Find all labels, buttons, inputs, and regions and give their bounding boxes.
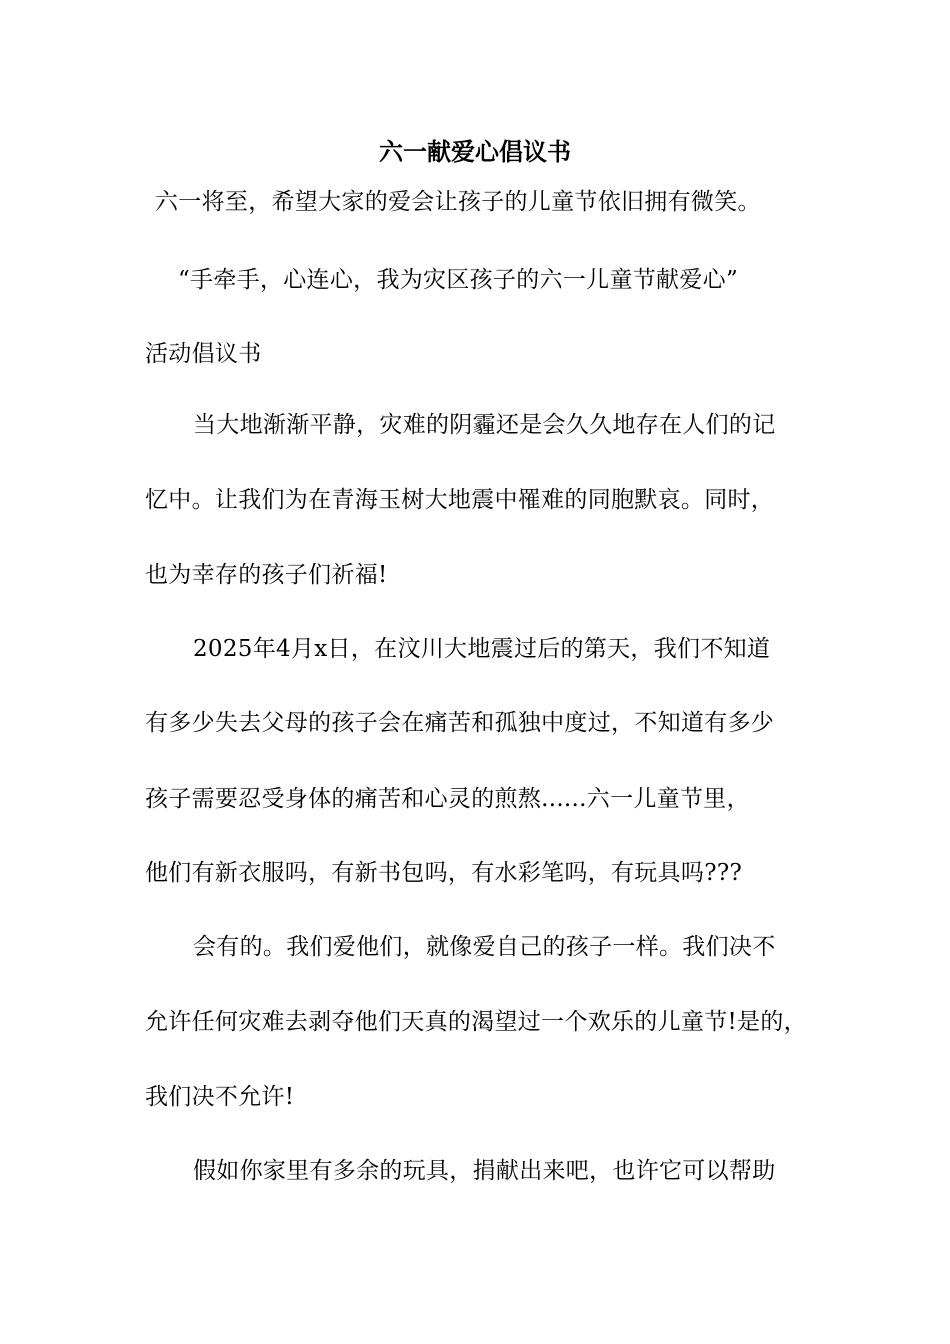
- body-line: 假如你家里有多余的玩具，捐献出来吧，也许它可以帮助: [193, 1158, 776, 1184]
- body-line: 孩子需要忍受身体的痛苦和心灵的煎熬......六一儿童节里，: [145, 786, 750, 812]
- body-line: 我们决不允许!: [145, 1084, 295, 1110]
- body-line: 他们有新衣服吗，有新书包吗，有水彩笔吗，有玩具吗???: [145, 860, 743, 886]
- body-line: 有多少失去父母的孩子会在痛苦和孤独中度过，不知道有多少: [145, 710, 775, 736]
- body-line: 允许任何灾难去剥夺他们天真的渴望过一个欢乐的儿童节!是的，: [145, 1009, 807, 1035]
- subtitle-line: 活动倡议书: [145, 341, 262, 367]
- body-line: 也为幸存的孩子们祈福!: [145, 562, 388, 588]
- body-line: 当大地渐渐平静，灾难的阴霾还是会久久地存在人们的记: [193, 412, 776, 438]
- intro-line: 六一将至，希望大家的爱会让孩子的儿童节依旧拥有微笑。: [155, 189, 761, 215]
- body-line: 2025年4月x日，在汶川大地震过后的第天，我们不知道: [193, 636, 771, 662]
- body-line: 会有的。我们爱他们，就像爱自己的孩子一样。我们决不: [193, 934, 776, 960]
- body-line: 忆中。让我们为在青海玉树大地震中罹难的同胞默哀。同时，: [145, 487, 775, 513]
- document-title: 六一献爱心倡议书: [379, 137, 571, 166]
- quote-line: “手牵手，心连心，我为灾区孩子的六一儿童节献爱心”: [178, 267, 739, 293]
